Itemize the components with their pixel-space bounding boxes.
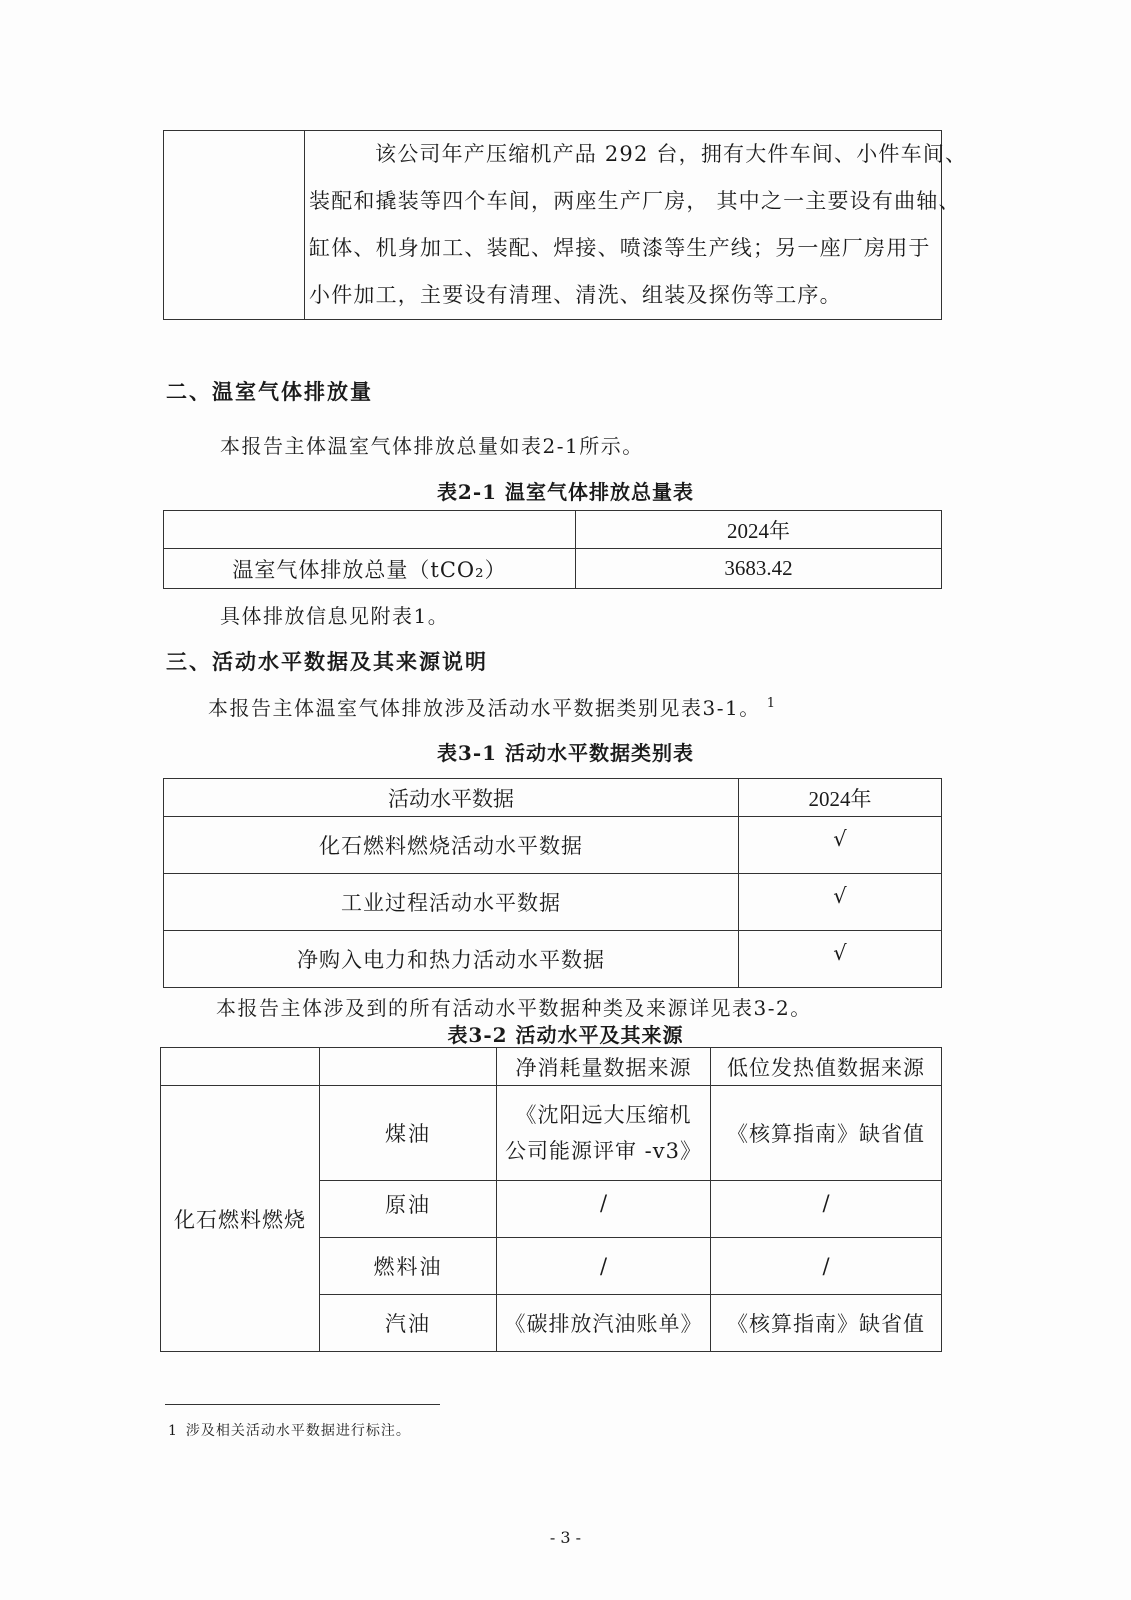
intro-box-table (163, 130, 968, 320)
table3-2 (160, 1047, 942, 1352)
section3-intro-text: 本报告主体温室气体排放涉及活动水平数据类别见表3-1。 (208, 696, 761, 720)
table3-2-source2-cell: / (711, 1181, 942, 1238)
section3-heading: 三、活动水平数据及其来源说明 (166, 649, 488, 674)
intro-box-text-cell (305, 131, 968, 320)
page-number: - 3 - (549, 1528, 582, 1547)
table3-2-group-cell: 化石燃料燃烧 (161, 1086, 320, 1352)
table3-2-col4-header: 低位发热值数据来源 (711, 1048, 942, 1086)
table3-2-source1-line1: 《沈阳远大压缩机 (515, 1103, 692, 1127)
footnote-ref: 1 (766, 696, 777, 712)
table3-2-source2-cell: / (711, 1238, 942, 1295)
table3-2-fuel-cell: 煤油 (320, 1086, 497, 1181)
section3-intro (208, 692, 777, 721)
section2-intro: 本报告主体温室气体排放总量如表2-1所示。 (220, 434, 644, 458)
table3-2-source1-cell (497, 1086, 711, 1181)
table3-1-col2-header: 2024年 (739, 779, 942, 817)
table3-1-row-mark: √ (739, 817, 942, 874)
table3-1-row-mark: √ (739, 874, 942, 931)
table2-1 (163, 510, 942, 589)
table3-1-row-mark: √ (739, 931, 942, 988)
footnote-number: 1 (168, 1423, 178, 1439)
section2-heading: 二、温室气体排放量 (166, 379, 373, 404)
table2-1-caption: 表2-1 温室气体排放总量表 (436, 480, 695, 504)
table3-1-row-label: 化石燃料燃烧活动水平数据 (164, 817, 739, 874)
table3-2-source1-line2: 公司能源评审 -v3》 (505, 1139, 702, 1163)
table2-1-year-header: 2024年 (576, 511, 942, 549)
intro-line-2: 装配和撬装等四个车间，两座生产厂房， 其中之一主要设有曲轴、 (309, 189, 961, 213)
footnote-text: 涉及相关活动水平数据进行标注。 (185, 1423, 411, 1439)
section3-intro2: 本报告主体涉及到的所有活动水平数据种类及来源详见表3-2。 (216, 996, 812, 1020)
intro-line-4: 小件加工，主要设有清理、清洗、组装及探伤等工序。 (309, 283, 842, 307)
table3-2-empty-header (161, 1048, 320, 1086)
intro-box-empty-cell (164, 131, 305, 320)
footnote (168, 1420, 411, 1440)
table3-2-col3-header: 净消耗量数据来源 (497, 1048, 711, 1086)
table3-2-source1-cell: / (497, 1181, 711, 1238)
intro-line-3: 缸体、机身加工、装配、焊接、喷漆等生产线；另一座厂房用于 (309, 236, 931, 260)
table3-2-caption: 表3-2 活动水平及其来源 (447, 1023, 684, 1047)
table3-2-source1-cell: / (497, 1238, 711, 1295)
table3-1-row-label: 工业过程活动水平数据 (164, 874, 739, 931)
table2-1-empty-header (164, 511, 576, 549)
table2-1-row-value: 3683.42 (576, 549, 942, 589)
section2-note: 具体排放信息见附表1。 (220, 604, 450, 628)
table3-2-fuel-cell: 原油 (320, 1181, 497, 1238)
table3-1-col1-header: 活动水平数据 (164, 779, 739, 817)
table3-1-caption: 表3-1 活动水平数据类别表 (436, 741, 695, 765)
table3-1-row-label: 净购入电力和热力活动水平数据 (164, 931, 739, 988)
table3-2-source2-cell: 《核算指南》缺省值 (711, 1086, 942, 1181)
table3-2-empty-header (320, 1048, 497, 1086)
table3-1 (163, 778, 942, 988)
footnote-rule (165, 1404, 440, 1405)
table2-1-row-label: 温室气体排放总量（tCO₂） (164, 549, 576, 589)
table3-2-source1-cell: 《碳排放汽油账单》 (497, 1295, 711, 1352)
intro-line-1: 该公司年产压缩机产品 292 台，拥有大件车间、小件车间、 (375, 142, 968, 166)
table3-2-fuel-cell: 汽油 (320, 1295, 497, 1352)
table3-2-fuel-cell: 燃料油 (320, 1238, 497, 1295)
table3-2-source2-cell: 《核算指南》缺省值 (711, 1295, 942, 1352)
